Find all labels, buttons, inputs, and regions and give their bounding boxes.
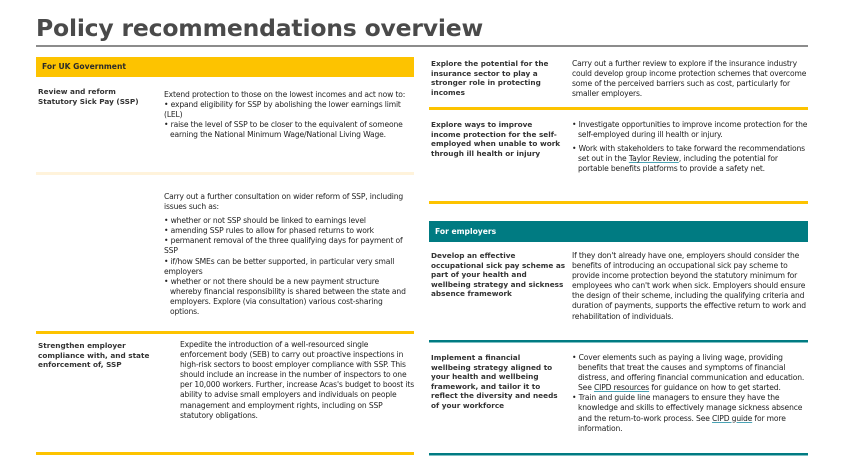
cipd-guide-link[interactable]: CIPD guide — [712, 413, 753, 423]
recommendation-body: Carry out a further review to explore if the insurance industry could develop group income protection schemes that overcome some of the perceived barriers such as cost, particularly for smaller employers. — [572, 59, 807, 99]
bullet-item: • permanent removal of the three qualifying days for payment of SSP — [164, 236, 403, 256]
recommendation-row — [36, 85, 414, 175]
bullet-text: for more information. — [578, 413, 786, 433]
row-divider — [36, 331, 414, 334]
recommendation-body — [164, 90, 412, 140]
section-header-government: For UK Government — [36, 57, 414, 77]
bullet-item — [572, 144, 808, 174]
recommendation-label: Develop an effective occupational sick pay scheme as part of your health and wellbeing strategy and sickness absence framework — [431, 251, 566, 299]
recommendation-row — [429, 249, 808, 339]
recommendation-body — [572, 353, 808, 434]
bullet-item: • Investigate opportunities to improve income protection for the self-employed during ill health or injury. — [572, 120, 808, 140]
government-column — [36, 57, 414, 420]
bullet-item: • amending SSP rules to allow for phased returns to work — [164, 226, 374, 236]
recommendation-row — [429, 57, 808, 107]
recommendation-body: If they don't already have one, employers should consider the benefits of introducing an occupational sick pay scheme to provide income protection beyond the statutory minimum for employees who can't work when sick. Employers should ensure the design of their scheme, including the qualifying criteria and duration of payments, supports the effective return to work and rehabilitation of individuals. — [572, 251, 806, 321]
row-divider — [36, 452, 414, 455]
bullet-item: • expand eligibility for SSP by abolishing the lower earnings limit (LEL) — [164, 100, 401, 120]
recommendation-row — [429, 351, 808, 451]
bullet-text: • Work with stakeholders to take forward the recommendations set out in the — [572, 144, 805, 164]
recommendation-label: Explore ways to improve income protection for the self-employed when unable to work through ill health or injury — [431, 120, 561, 158]
title-divider — [36, 45, 808, 47]
recommendation-body — [164, 192, 412, 317]
bullet-item: • whether or not there should be a new payment structure whereby financial responsibility is shared between the state and employers. Explore (via consultation) various cost-sharing options. — [164, 276, 406, 317]
bullet-text: for guidance on how to get started. — [649, 383, 781, 393]
recommendation-row — [36, 177, 414, 327]
recommendation-body — [572, 120, 808, 174]
recommendation-row — [36, 339, 414, 459]
recommendation-label: Review and reform Statutory Sick Pay (SSP) — [38, 87, 139, 106]
recommendation-label: Strengthen employer compliance with, and state enforcement of, SSP — [38, 341, 150, 370]
recommendation-label: Implement a financial wellbeing strategy aligned to your health and wellbeing framework, and tailor it to reflect the diversity and needs of your workforce — [431, 353, 558, 410]
bullet-item: • whether or not SSP should be linked to earnings level — [164, 216, 366, 226]
recommendation-label: Explore the potential for the insurance sector to play a stronger role in protecting incomes — [431, 59, 549, 97]
bullet-item — [572, 353, 808, 393]
row-divider — [36, 172, 414, 175]
bullet-text: • Cover elements such as paying a living wage, providing benefits that treat the causes and symptoms of financial distress, and offering financial communication and education. See — [572, 353, 805, 393]
recommendation-intro: Extend protection to those on the lowest incomes and act now to: — [164, 90, 406, 99]
bullet-item: • if/how SMEs can be better supported, in particular very small employers — [164, 256, 395, 276]
row-divider — [429, 201, 808, 204]
row-divider — [429, 453, 808, 456]
section-header-employers: For employers — [429, 221, 808, 242]
bullet-item — [572, 393, 808, 433]
row-divider — [429, 340, 808, 343]
bullet-text: , including the potential for portable benefits platforms to provide a safety net. — [578, 154, 778, 174]
row-divider — [429, 107, 808, 110]
page-title: Policy recommendations overview — [36, 14, 483, 42]
recommendation-row — [429, 118, 808, 208]
recommendation-intro: Carry out a further consultation on wider reform of SSP, including issues such as: — [164, 192, 404, 212]
employers-section — [429, 221, 808, 242]
bullet-item: • raise the level of SSP to be closer to the equivalent of someone earning the National Minimum Wage/National Living Wage. — [164, 120, 403, 140]
recommendation-body: Expedite the introduction of a well-resourced single enforcement body (SEB) to carry out proactive inspections in high-risk sectors to boost employer compliance with SSP. This should include an increase in the number of inspectors to one per 10,000 workers. Further, increase Acas's budget to boost its ability to advise small employers and individuals on people management and employment rights, including on SSP statutory obligations. — [180, 340, 414, 420]
bullet-text: • Train and guide line managers to ensure they have the knowledge and skills to effectively manage sickness absence and the return-to-work process. See — [572, 393, 803, 423]
taylor-review-link[interactable]: Taylor Review — [628, 154, 679, 164]
cipd-resources-link[interactable]: CIPD resources — [593, 383, 650, 393]
